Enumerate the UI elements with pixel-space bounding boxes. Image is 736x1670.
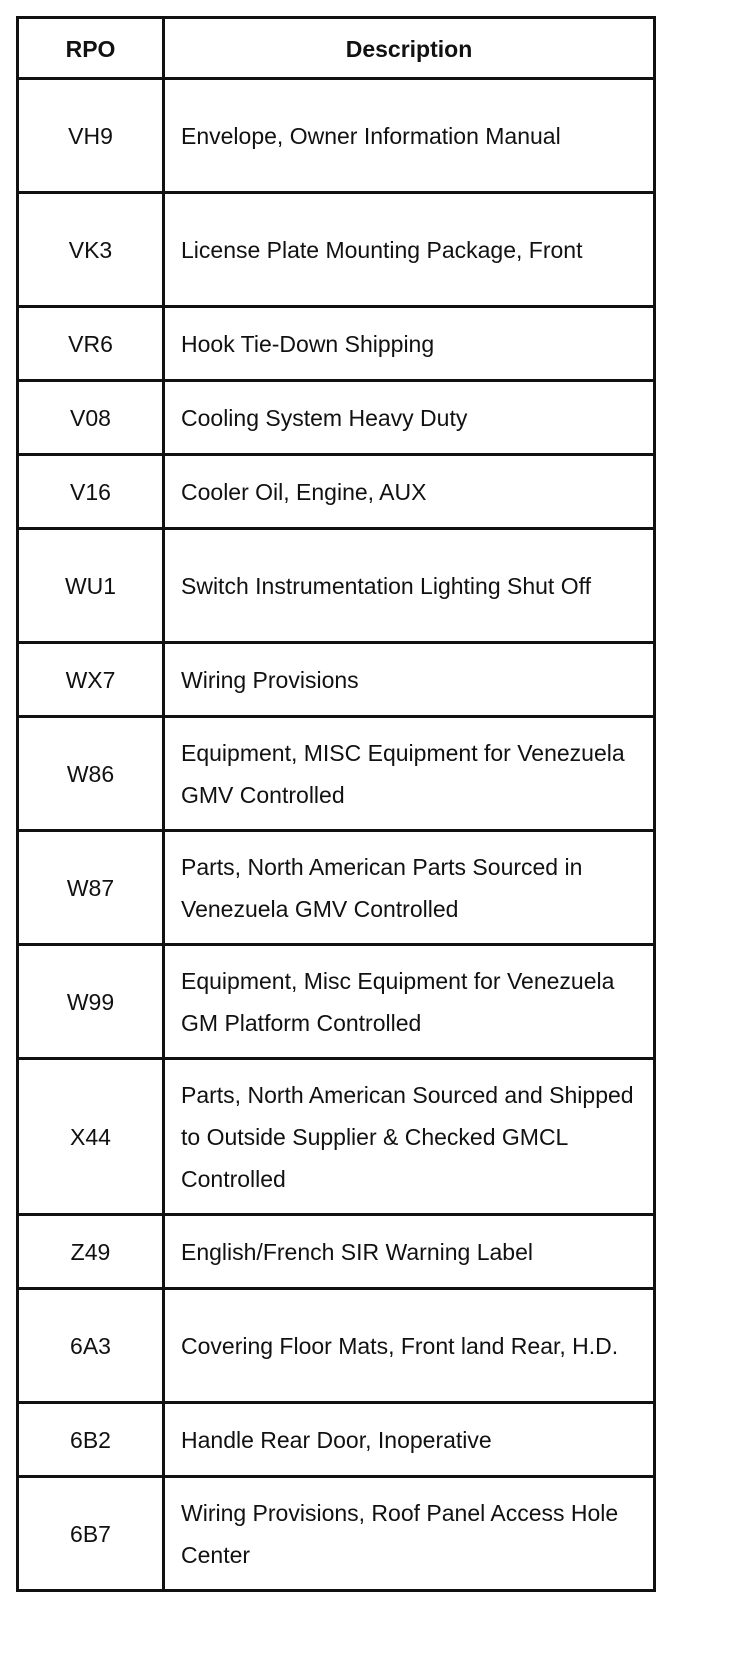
rpo-code-cell: X44 xyxy=(18,1059,164,1215)
description-cell: Equipment, Misc Equipment for Venezuela GM Platform Controlled xyxy=(164,945,655,1059)
rpo-code-cell: V08 xyxy=(18,381,164,455)
description-cell: Wiring Provisions xyxy=(164,643,655,717)
rpo-table xyxy=(16,16,656,1592)
rpo-code-cell: W99 xyxy=(18,945,164,1059)
description-cell: License Plate Mounting Package, Front xyxy=(164,193,655,307)
table-row xyxy=(18,455,655,529)
rpo-code-cell: 6A3 xyxy=(18,1289,164,1403)
table-row xyxy=(18,1289,655,1403)
description-cell: Hook Tie-Down Shipping xyxy=(164,307,655,381)
description-cell: Handle Rear Door, Inoperative xyxy=(164,1403,655,1477)
description-cell: Wiring Provisions, Roof Panel Access Hole Center xyxy=(164,1477,655,1591)
table-row xyxy=(18,1403,655,1477)
description-column-header: Description xyxy=(164,18,655,79)
description-cell: Switch Instrumentation Lighting Shut Off xyxy=(164,529,655,643)
table-row xyxy=(18,307,655,381)
table-row xyxy=(18,1059,655,1215)
rpo-code-cell: VH9 xyxy=(18,79,164,193)
table-row xyxy=(18,381,655,455)
rpo-column-header: RPO xyxy=(18,18,164,79)
description-cell: Equipment, MISC Equipment for Venezuela GMV Controlled xyxy=(164,717,655,831)
rpo-code-cell: VK3 xyxy=(18,193,164,307)
table-header-row xyxy=(18,18,655,79)
rpo-code-cell: W87 xyxy=(18,831,164,945)
description-cell: Covering Floor Mats, Front land Rear, H.D. xyxy=(164,1289,655,1403)
rpo-code-cell: 6B2 xyxy=(18,1403,164,1477)
rpo-code-cell: WX7 xyxy=(18,643,164,717)
description-cell: Envelope, Owner Information Manual xyxy=(164,79,655,193)
rpo-code-cell: Z49 xyxy=(18,1215,164,1289)
table-body xyxy=(18,79,655,1591)
rpo-code-cell: VR6 xyxy=(18,307,164,381)
table-row xyxy=(18,79,655,193)
description-cell: Parts, North American Parts Sourced in Venezuela GMV Controlled xyxy=(164,831,655,945)
table-row xyxy=(18,1477,655,1591)
rpo-code-cell: 6B7 xyxy=(18,1477,164,1591)
description-cell: English/French SIR Warning Label xyxy=(164,1215,655,1289)
description-cell: Cooler Oil, Engine, AUX xyxy=(164,455,655,529)
rpo-code-cell: V16 xyxy=(18,455,164,529)
rpo-code-cell: W86 xyxy=(18,717,164,831)
rpo-table-container xyxy=(16,16,656,1592)
table-row xyxy=(18,831,655,945)
description-cell: Parts, North American Sourced and Shipped to Outside Supplier & Checked GMCL Controlled xyxy=(164,1059,655,1215)
table-row xyxy=(18,1215,655,1289)
table-row xyxy=(18,945,655,1059)
table-row xyxy=(18,529,655,643)
table-row xyxy=(18,643,655,717)
rpo-code-cell: WU1 xyxy=(18,529,164,643)
description-cell: Cooling System Heavy Duty xyxy=(164,381,655,455)
table-row xyxy=(18,717,655,831)
table-row xyxy=(18,193,655,307)
